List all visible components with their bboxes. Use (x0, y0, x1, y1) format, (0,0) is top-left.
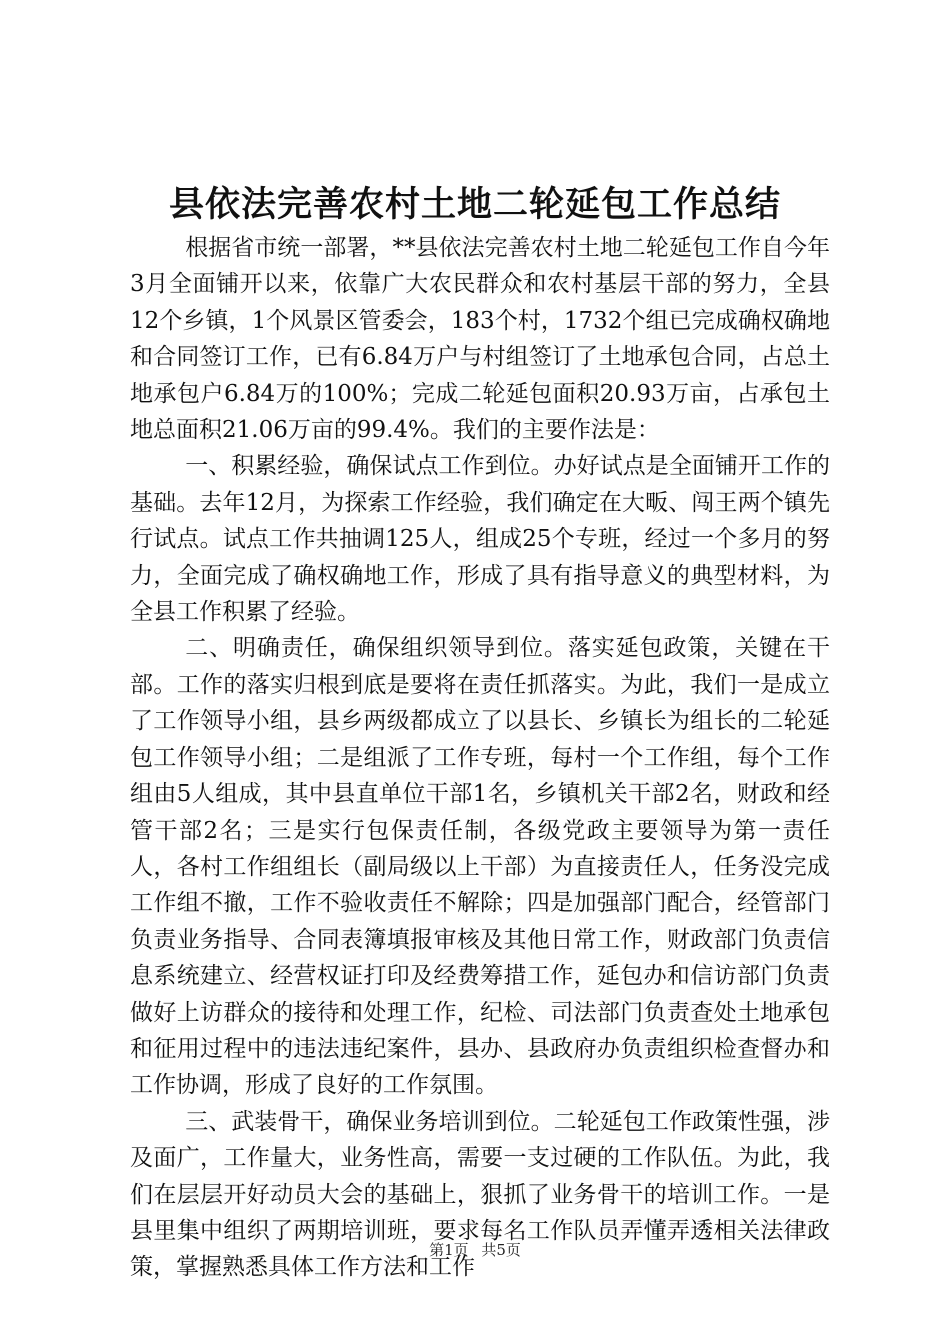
paragraph-section-1: 一、积累经验，确保试点工作到位。办好试点是全面铺开工作的基础。去年12月，为探索工作经验，我们确定在大畈、闯王两个镇先行试点。试点工作共抽调125人，组成25个专班，经过一个多月的努力，全面完成了确权确地工作，形成了具有指导意义的典型材料，为全县工作积累了经验。 (130, 453, 830, 626)
document-title: 县依法完善农村土地二轮延包工作总结 (168, 184, 781, 225)
document-body (130, 230, 830, 1286)
page-total: 共5页 (481, 1241, 521, 1259)
page-number: 第1页 (429, 1241, 469, 1259)
paragraph-section-3: 三、武装骨干，确保业务培训到位。二轮延包工作政策性强，涉及面广，工作量大，业务性高，需要一支过硬的工作队伍。为此，我们在层层开好动员大会的基础上，狠抓了业务骨干的培训工作。一是县里集中组织了两期培训班，要求每名工作队员弄懂弄透相关法律政策，掌握熟悉具体工作方法和工作 (130, 1108, 830, 1281)
paragraph-section-2: 二、明确责任，确保组织领导到位。落实延包政策，关键在干部。工作的落实归根到底是要将在责任抓落实。为此，我们一是成立了工作领导小组，县乡两级都成立了以县长、乡镇长为组长的二轮延包工作领导小组；二是组派了工作专班，每村一个工作组，每个工作组由5人组成，其中县直单位干部1名，乡镇机关干部2名，财政和经管干部2名；三是实行包保责任制，各级党政主要领导为第一责任人，各村工作组组长（副局级以上干部）为直接责任人，任务没完成工作组不撤，工作不验收责任不解除；四是加强部门配合，经管部门负责业务指导、合同表簿填报审核及其他日常工作，财政部门负责信息系统建立、经营权证打印及经费筹措工作，延包办和信访部门负责做好上访群众的接待和处理工作，纪检、司法部门负责查处土地承包和征用过程中的违法违纪案件，县办、县政府办负责组织检查督办和工作协调，形成了良好的工作氛围。 (130, 635, 830, 1099)
paragraph-intro: 根据省市统一部署，**县依法完善农村土地二轮延包工作自今年3月全面铺开以来，依靠广大农民群众和农村基层干部的努力，全县12个乡镇，1个风景区管委会，183个村，1732个组已完成确权确地和合同签订工作，已有6.84万户与村组签订了土地承包合同，占总土地承包户6.84万的100%；完成二轮延包面积20.93万亩，占承包土地总面积21.06万亩的99.4%。我们的主要作法是： (130, 235, 830, 444)
page-footer (0, 1240, 950, 1260)
